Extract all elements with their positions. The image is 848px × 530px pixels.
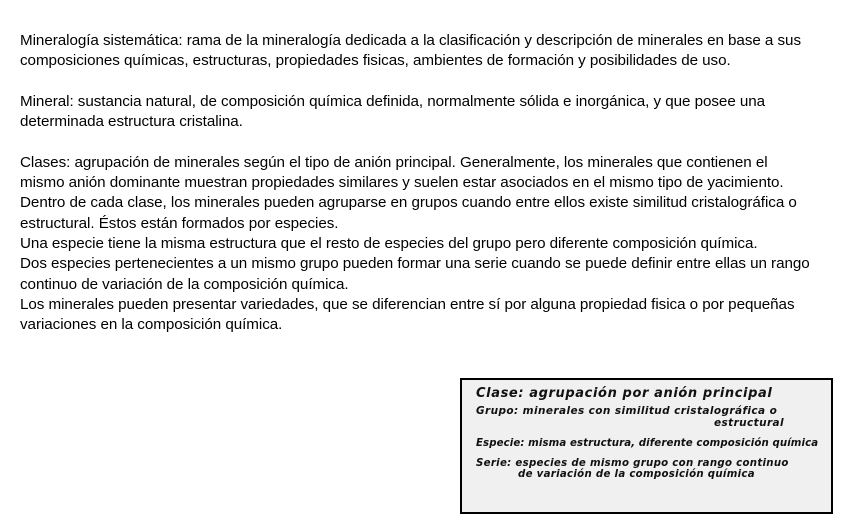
definition-grupos: Dentro de cada clase, los minerales pueden agruparse en grupos cuando entre ellos existe similitud cristalográfica o estructural. Éstos están formados por especies.	[20, 194, 797, 232]
definition-especie: Una especie tiene la misma estructura que el resto de especies del grupo pero diferente composición química.	[20, 234, 758, 252]
handwritten-note-box	[460, 378, 833, 514]
paragraph-gap	[20, 72, 810, 92]
note-clase: Clase: agrupación por anión principal	[476, 386, 773, 401]
paragraph-gap	[20, 132, 810, 152]
note-especie: Especie: misma estructura, diferente composición química	[476, 438, 819, 449]
document-text	[20, 31, 810, 335]
definition-mineralogia-sistematica: Mineralogía sistemática: rama de la mineralogía dedicada a la clasificación y descripción de minerales en base a sus composiciones químicas, estructuras, propiedades fisicas, ambientes de formación y posibilidades de uso.	[20, 32, 801, 70]
definition-clases: Clases: agrupación de minerales según el tipo de anión principal. Generalmente, los minerales que contienen el mismo anión dominante muestran propiedades similares y suelen estar asociados en el mismo tipo de yacimiento.	[20, 153, 784, 192]
definition-serie: Dos especies pertenecientes a un mismo grupo pueden formar una serie cuando se puede definir entre ellas un rango continuo de variación de la composición química.	[20, 255, 810, 293]
note-serie: Serie: especies de mismo grupo con rango continuo de variación de la composición química	[476, 458, 789, 480]
note-grupo: Grupo: minerales con similitud cristalográfica o estructural	[476, 405, 785, 429]
definition-mineral: Mineral: sustancia natural, de composición química definida, normalmente sólida e inorgánica, y que posee una determinada estructura cristalina.	[20, 92, 766, 131]
definition-variedades: Los minerales pueden presentar variedades, que se diferencian entre sí por alguna propiedad fisica o por pequeñas variaciones en la composición química.	[20, 295, 795, 334]
